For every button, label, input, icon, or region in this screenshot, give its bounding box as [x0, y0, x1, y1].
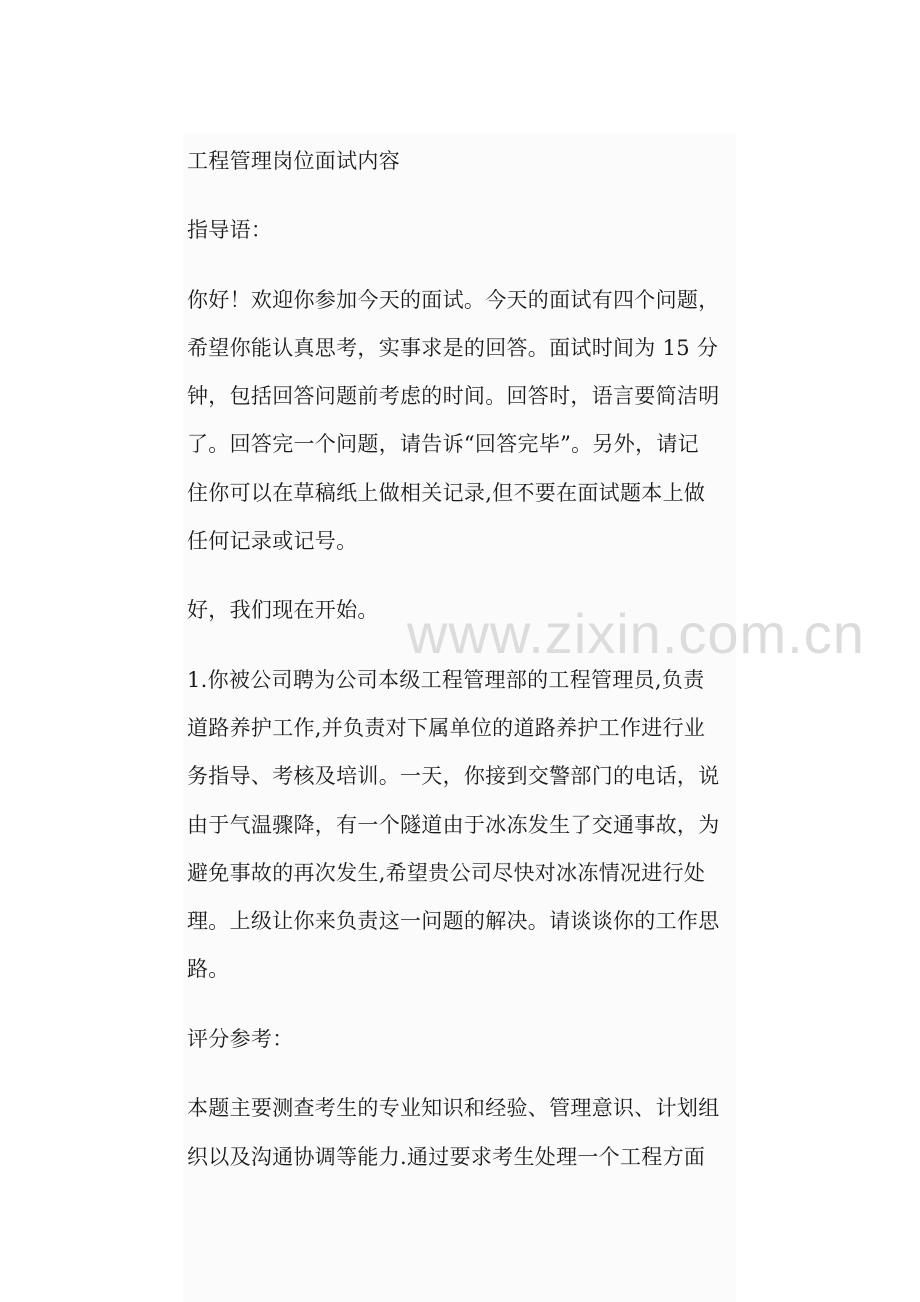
question-line: 理。上级让你来负责这一问题的解决。请谈谈你的工作思 [187, 909, 720, 933]
question-line: 避免事故的再次发生,希望贵公司尽快对冰冻情况进行处 [187, 861, 706, 885]
scoring-label: 评分参考： [187, 1027, 294, 1051]
intro-line: 钟，包括回答问题前考虑的时间。回答时，语言要简洁明 [187, 384, 720, 408]
question-line: 由于气温骤降，有一个隧道由于冰冻发生了交通事故，为 [187, 813, 720, 837]
watermark: www.zixin.com.cn [407, 602, 865, 665]
scoring-line: 织以及沟通协调等能力.通过要求考生处理一个工程方面 [187, 1145, 706, 1169]
guide-label: 指导语： [187, 218, 273, 242]
question-line: 道路养护工作,并负责对下属单位的道路养护工作进行业 [187, 716, 706, 740]
intro-line: 希望你能认真思考，实事求是的回答。面试时间为 15 分 [187, 336, 719, 360]
intro-line: 任何记录或记号。 [187, 529, 358, 553]
document-body [183, 133, 865, 1302]
question-line: 1.你被公司聘为公司本级工程管理部的工程管理员,负责 [187, 668, 705, 692]
document-title: 工程管理岗位面试内容 [187, 149, 400, 173]
question-line: 务指导、考核及培训。一天，你接到交警部门的电话，说 [187, 764, 720, 788]
intro-line: 你好！欢迎你参加今天的面试。今天的面试有四个问题， [187, 288, 720, 312]
intro-line: 了。回答完一个问题，请告诉“回答完毕”。另外，请记 [187, 432, 699, 456]
start-line: 好，我们现在开始。 [187, 598, 379, 622]
question-line: 路。 [187, 957, 230, 981]
scoring-line: 本题主要测查考生的专业知识和经验、管理意识、计划组 [187, 1096, 720, 1120]
intro-line: 住你可以在草稿纸上做相关记录,但不要在面试题本上做 [187, 481, 706, 505]
